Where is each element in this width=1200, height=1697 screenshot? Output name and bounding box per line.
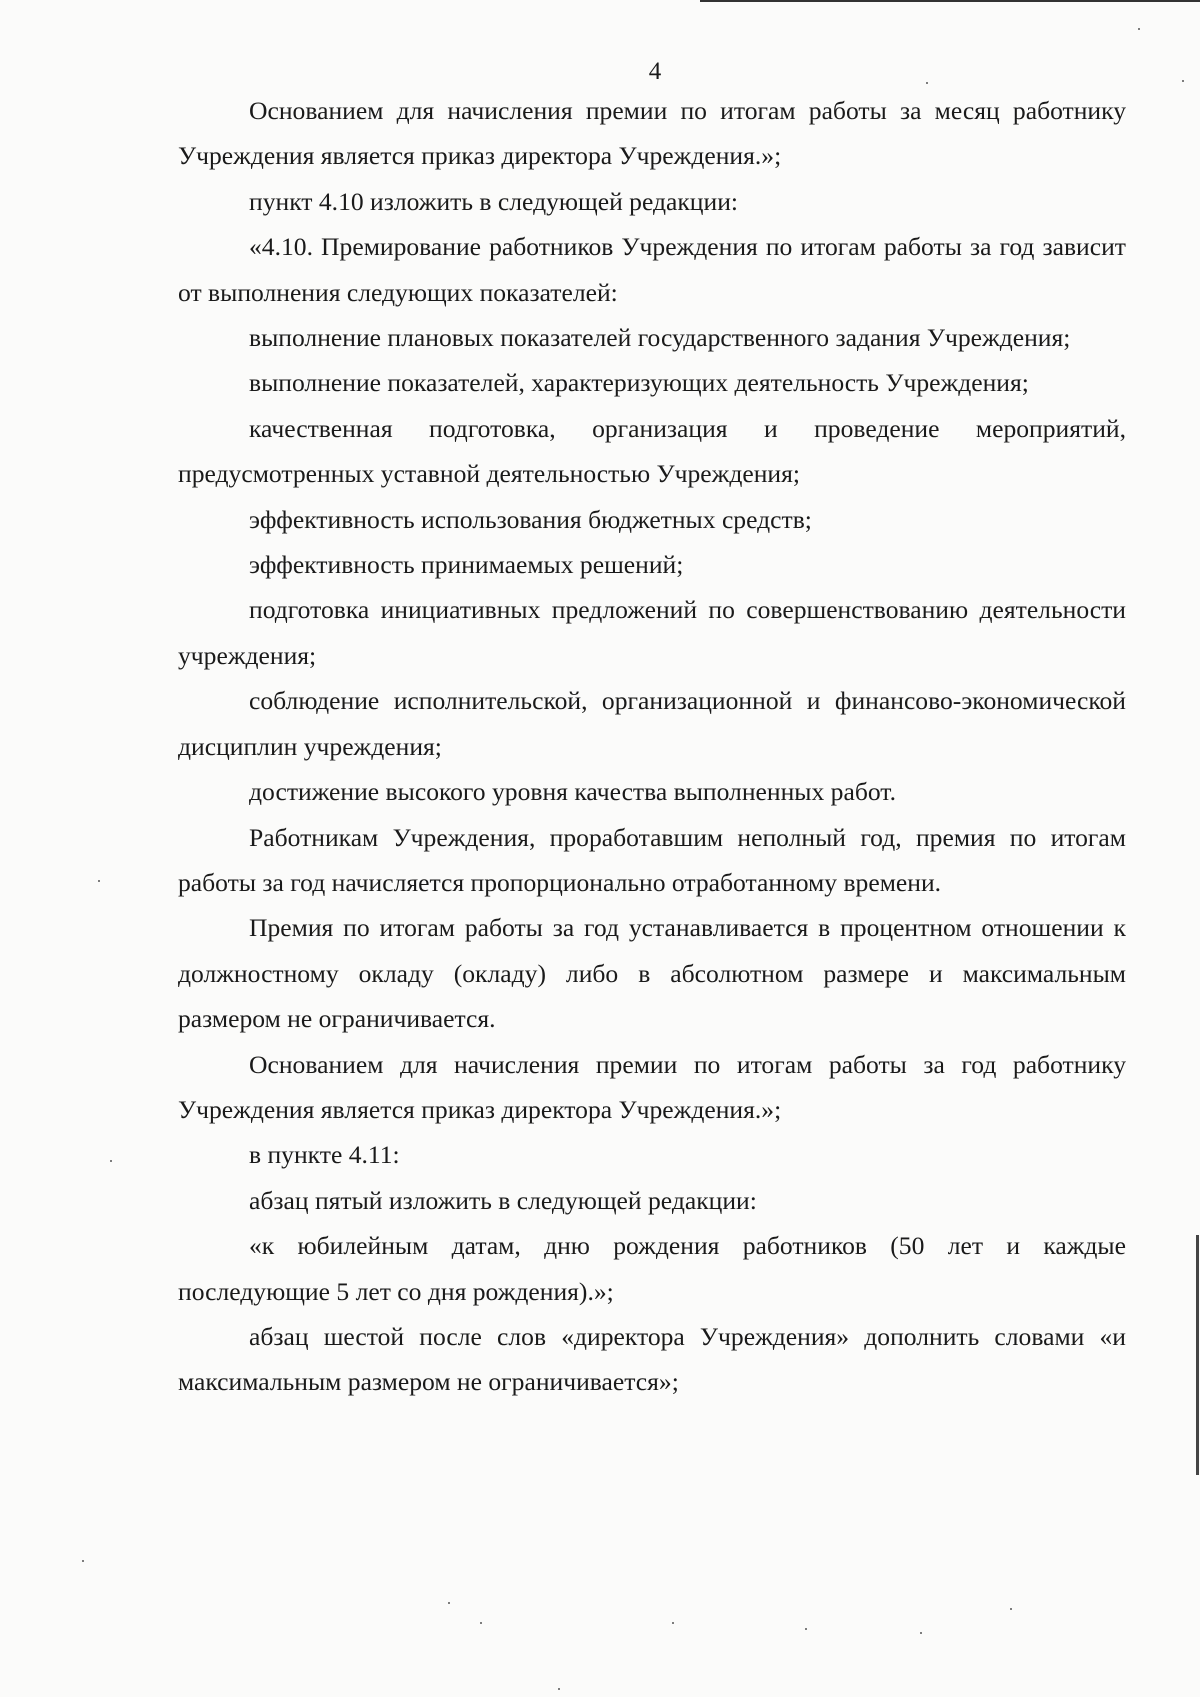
scan-speck <box>1010 1608 1012 1610</box>
scan-speck <box>805 1628 807 1630</box>
scan-speck <box>558 1688 560 1690</box>
scan-speck <box>110 1160 112 1162</box>
paragraph: абзац пятый изложить в следующей редакции: <box>249 1185 757 1215</box>
scan-speck <box>672 1622 674 1624</box>
paragraph: эффективность использования бюджетных средств; <box>249 504 812 534</box>
paragraph: качественная подготовка, организация и проведение мероприятий, предусмотренных уставной деятельностью Учреждения; <box>178 413 1126 489</box>
scan-edge-line <box>700 0 1200 2</box>
paragraph: Основанием для начисления премии по итогам работы за месяц работнику Учреждения является приказ директора Учреждения.»; <box>178 96 1126 171</box>
paragraph: эффективность принимаемых решений; <box>249 550 684 580</box>
paragraph: Основанием для начисления премии по итогам работы за год работнику Учреждения является приказ директора Учреждения.»; <box>178 1049 1126 1124</box>
scan-speck <box>480 1622 482 1624</box>
scan-speck <box>82 1560 84 1562</box>
paragraph: выполнение плановых показателей государственного задания Учреждения; <box>249 323 1071 353</box>
scan-speck <box>920 1632 922 1634</box>
paragraph: Работникам Учреждения, проработавшим неполный год, премия по итогам работы за год начисляется пропорционально отработанному времени. <box>178 822 1126 897</box>
document-body <box>178 88 1126 1405</box>
paragraph: «4.10. Премирование работников Учреждения по итогам работы за год зависит от выполнения следующих показателей: <box>178 232 1126 307</box>
scan-speck <box>98 880 100 882</box>
scan-margin-mark <box>1196 1235 1199 1475</box>
paragraph: выполнение показателей, характеризующих деятельность Учреждения; <box>249 368 1029 398</box>
paragraph: «к юбилейным датам, дню рождения работников (50 лет и каждые последующие 5 лет со дня рождения).»; <box>178 1231 1126 1306</box>
paragraph: подготовка инициативных предложений по совершенствованию деятельности учреждения; <box>178 595 1126 670</box>
scan-speck <box>1138 28 1140 30</box>
page-number: 4 <box>648 58 662 85</box>
paragraph: в пункте 4.11: <box>249 1140 400 1170</box>
scan-speck <box>926 82 928 84</box>
paragraph: соблюдение исполнительской, организационной и финансово-экономической дисциплин учреждения; <box>178 686 1126 761</box>
paragraph: абзац шестой после слов «директора Учреждения» дополнить словами «и максимальным размером не ограничивается»; <box>178 1321 1126 1397</box>
scan-speck <box>1182 80 1184 82</box>
paragraph: Премия по итогам работы за год устанавливается в процентном отношении к должностному окладу (окладу) либо в абсолютном размере и максимальным размером не ограничивается. <box>178 913 1126 1034</box>
paragraph: достижение высокого уровня качества выполненных работ. <box>249 777 896 807</box>
paragraph: пункт 4.10 изложить в следующей редакции: <box>249 186 739 216</box>
scan-speck <box>448 1602 450 1604</box>
